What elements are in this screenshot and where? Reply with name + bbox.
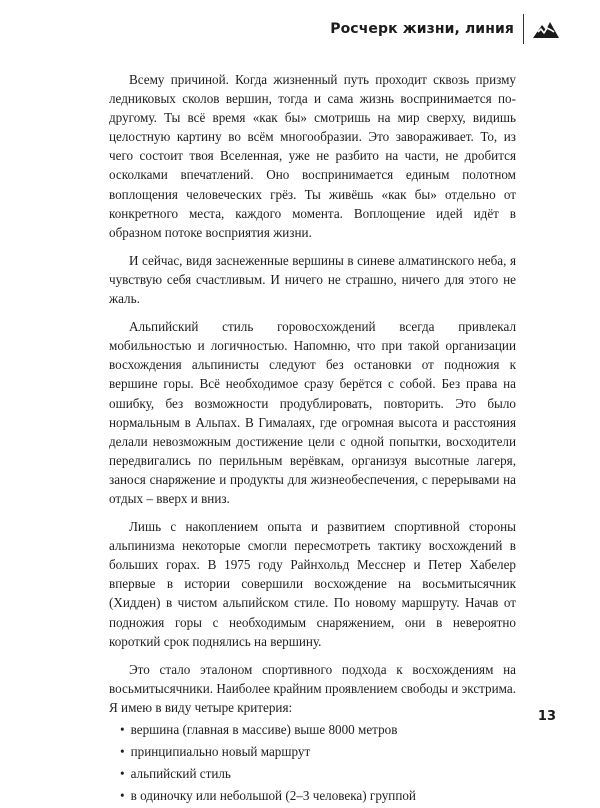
criteria-list <box>109 720 516 805</box>
paragraph-5: Это стало эталоном спортивного подхода к восхождениям на восьмитысячники. Наиболее крайним проявлением свободы и экстрима. Я имею в виду четыре критерия: <box>109 661 516 715</box>
running-header-title: Росчерк жизни, линия <box>330 21 514 37</box>
criteria-item: • вершина (главная в массиве) выше 8000 метров <box>120 720 516 739</box>
criteria-item: • альпийский стиль <box>120 764 516 783</box>
main-text <box>109 70 516 808</box>
running-header <box>330 14 560 44</box>
paragraph-3: Альпийский стиль горовосхождений всегда привлекал мобильностью и логичностью. Напомню, что при такой организации восхождения альпинисты следуют без остановки от подножия к вершине горы. Всё необходимое сразу берётся с собой. Без права на ошибку, без возможности продублировать, повторить. Это было нормальным в Альпах. В Гималаях, где огромная высота и расстояния делали невозможным достижение цели с одной попытки, восходители передвигались по перильным верёвкам, организуя высотные лагеря, занося снаряжение и продукты для жизнеобеспечения, с перерывами на отдых – вверх и вниз. <box>109 319 516 506</box>
page-number: 13 <box>537 709 556 724</box>
criteria-item: • в одиночку или небольшой (2–3 человека) группой <box>120 786 516 805</box>
paragraph-2: И сейчас, видя заснеженные вершины в синеве алматинского неба, я чувствую себя счастливым. И ничего не страшно, ничего для этого не жаль. <box>109 252 516 307</box>
mountain-peak-icon <box>532 18 560 40</box>
paragraph-1: Всему причиной. Когда жизненный путь проходит сквозь призму ледниковых сколов вершин, тогда и сама жизнь воспринимается по-другому. Ты всё время «как бы» смотришь на мир сверху, видишь целостную картину во всём многообразии. Это завораживает. То, из чего состоит твоя Вселенная, уже не разбито на части, не дробится осколками впечатлений. Оно воспринимается единым полотном воплощения человеческих грёз. Ты живёшь «как бы» отдельно от конкретного места, каждого момента. Воплощение идей идёт в образном потоке восприятия жизни. <box>109 72 516 240</box>
header-divider <box>523 14 524 44</box>
paragraph-4: Лишь с накоплением опыта и развитием спортивной стороны альпинизма некоторые смогли пересмотреть тактику восхождений в больших горах. В 1975 году Райнхольд Месснер и Петер Хабелер впервые в истории совершили восхождение на восьмитысячник (Хидден) в чистом альпийском стиле. По новому маршруту. Начав от подножия горы с необходимым снаряжением, они в невероятно короткий срок поднялись на вершину. <box>109 519 516 649</box>
criteria-item: • принципиально новый маршрут <box>120 742 516 761</box>
